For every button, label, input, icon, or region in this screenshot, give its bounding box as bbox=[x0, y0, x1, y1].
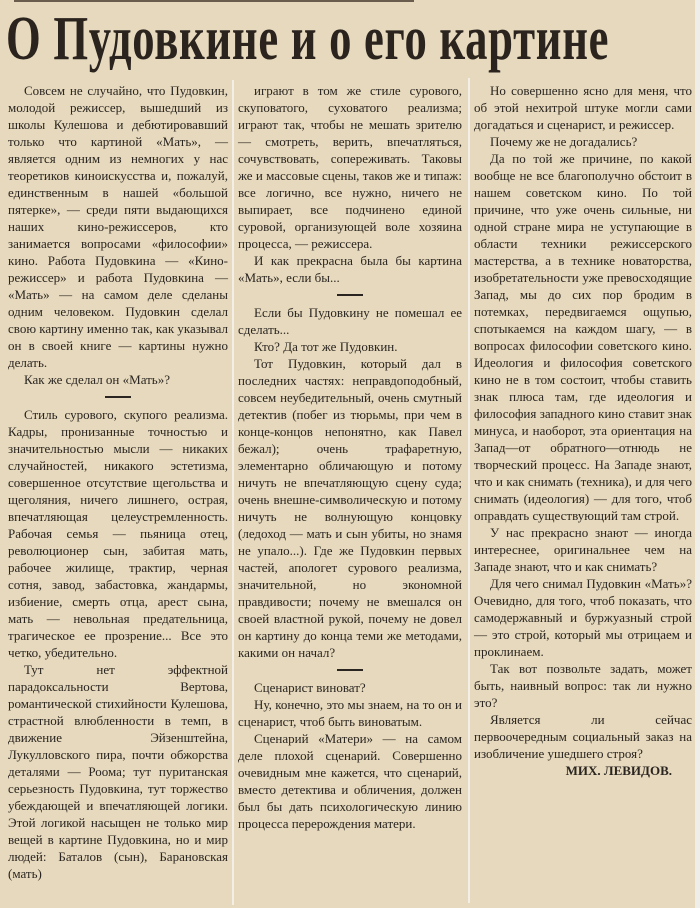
column-divider bbox=[468, 78, 470, 903]
top-rule bbox=[14, 0, 414, 2]
article-paragraph: Для чего снимал Пудовкин «Мать»? Очевидно, для того, чтоб показать, что самодержавный и буржуазный строй — это строй, который мы отрицаем и проклинаем. bbox=[474, 576, 692, 659]
scan-margin bbox=[695, 0, 700, 908]
article-paragraph: Ну, конечно, это мы знаем, на то он и сценарист, чтоб быть виноватым. bbox=[238, 697, 462, 729]
article-paragraph: Но совершенно ясно для меня, что об этой нехитрой штуке могли сами догадаться и сценарист, и режиссер. bbox=[474, 83, 692, 132]
article-title: О Пудовкине и о его картине bbox=[6, 5, 610, 73]
article-paragraph: Сценарий «Матери» — на самом деле плохой сценарий. Совершенно очевидным мне кажется, что сценарий, вместо детектива и обличения, должен был бы дать психологическую линию процесса перерождения матери. bbox=[238, 731, 462, 831]
article-paragraph: Кто? Да тот же Пудовкин. bbox=[254, 339, 398, 354]
article-paragraph: У нас прекрасно знают — иногда интереснее, оригинальнее чем на Западе знают, что и как снимать? bbox=[474, 525, 692, 574]
article-paragraph: Тут нет эффектной парадоксальности Вертова, романтической стихийности Кулешова, страстной влюбленности в темп, в движение Эйзенштейна, Лукулловского пира, почти обжорства деталями — Роома; тут пуританская серьезность Пудовкина, тут торжество убеждающей и впечатляющей логики. Этой логикой насыщен не только мир вещей в картине Пудовкина, но и мир людей: Баталов (сын), Барановская (мать) bbox=[8, 662, 228, 881]
article-column-1 bbox=[8, 82, 228, 882]
article-paragraph: Является ли сейчас первоочередным социальный заказ на изобличение ушедшего строя? bbox=[474, 712, 692, 761]
article-paragraph: Тот Пудовкин, который дал в последних частях: неправдоподобный, совсем неубедительный, очень смутный детектив (побег из тюрьмы, при чем в конце-концов непонятно, как Павел бежал); очень трафаретную, элементарно обличающую и потому ничуть не впечатляющую сцену суда; очень внешне-символическую и потому ничуть не волнующую концовку (ледоход — мать и сын убиты, но знамя не упало...). Где же Пудовкин первых частей, апологет сурового реализма, значительной, но экономной правдивости; почему не вмешался он своей властной рукой, почему не довел он картину до конца теми же методами, какими он начал? bbox=[238, 356, 462, 660]
article-paragraph: Если бы Пудовкину не помешал ее сделать... bbox=[238, 305, 462, 337]
article-paragraph: Совсем не случайно, что Пудовкин, молодой режиссер, вышедший из школы Кулешова и дебютировавший только что картиной «Мать», — является одним из немногих у нас теоретиков киноискусства и, пожалуй, единственным в нашей «большой пятерке», — среди пяти выдающихся наших кино-режиссеров, кто занимается вопросами «философии» кино. Работа Пудовкина — «Кино-режиссер» и работа Пудовкина — «Мать» — на самом деле сделаны одним человеком. Пудовкин сделал свою картину именно так, как указывал он в своей книге — картины нужно делать. bbox=[8, 83, 228, 370]
article-paragraph: Сценарист виноват? bbox=[254, 680, 366, 695]
article-paragraph: Да по той же причине, по какой вообще не все благополучно обстоит в нашем советском кино. По той причине, что уже очень сильные, ни одной стране мира не уступающие в области техники режиссерского мастерства, а в технике новаторства, изобретательности уже превосходящие Запад, мы до сих пор бродим в потемках, передвигаемся ощупью, спотыкаемся на каждом шагу, — в вопросах философии советского кино. Идеология и философия советского кино не в том состоит, чтобы ставить знак плюса там, где идеология и философия западного кино ставит знак минуса, и наоборот, эта ориентация на Запад—от обратного—отнюдь не творческий процесс. На Западе знают, что и как снимать (техника), и для чего снимать (идеология) — для того, чтоб оправдать существующий там строй. bbox=[474, 151, 692, 523]
column-divider bbox=[232, 80, 234, 905]
article-column-2 bbox=[238, 82, 462, 832]
article-column-3 bbox=[474, 82, 692, 779]
section-separator bbox=[337, 294, 363, 296]
article-paragraph: Почему же не догадались? bbox=[490, 134, 638, 149]
article-paragraph: Стиль сурового, скупого реализма. Кадры, пронизанные точностью и значительностью мысли — никаких случайностей, никакого эстетизма, совершенное отсутствие щегольства и щеголяния, ничего лишнего, острая, впечатляющая целеустремленность. Рабочая семья — пьяница отец, революционер сын, забитая мать, рабочее жилище, трактир, черная сотня, завод, забастовка, жандармы, избиение, смерть отца, арест сына, мать — невольная предательница, трагическое ее прозрение... Все это четко, убедительно. bbox=[8, 407, 228, 660]
section-separator bbox=[105, 396, 131, 398]
article-paragraph: Так вот позвольте задать, может быть, наивный вопрос: так ли нужно это? bbox=[474, 661, 692, 710]
article-paragraph: И как прекрасна была бы картина «Мать», если бы... bbox=[238, 253, 462, 285]
section-separator bbox=[337, 669, 363, 671]
article-paragraph: играют в том же стиле сурового, скуповатого, суховатого реализма; играют так, чтобы не мешать зрителю — смотреть, верить, впечатляться, сочувствовать, сопереживать. Таковы же и массовые сцены, таков же и типаж: все логично, все нужно, ничего не выпирает, все подчинено единой суровой, организующей воле хозяина процесса, — режиссера. bbox=[238, 83, 462, 251]
author-signature: МИХ. ЛЕВИДОВ. bbox=[565, 763, 672, 778]
article-paragraph: Как же сделал он «Мать»? bbox=[24, 372, 171, 387]
